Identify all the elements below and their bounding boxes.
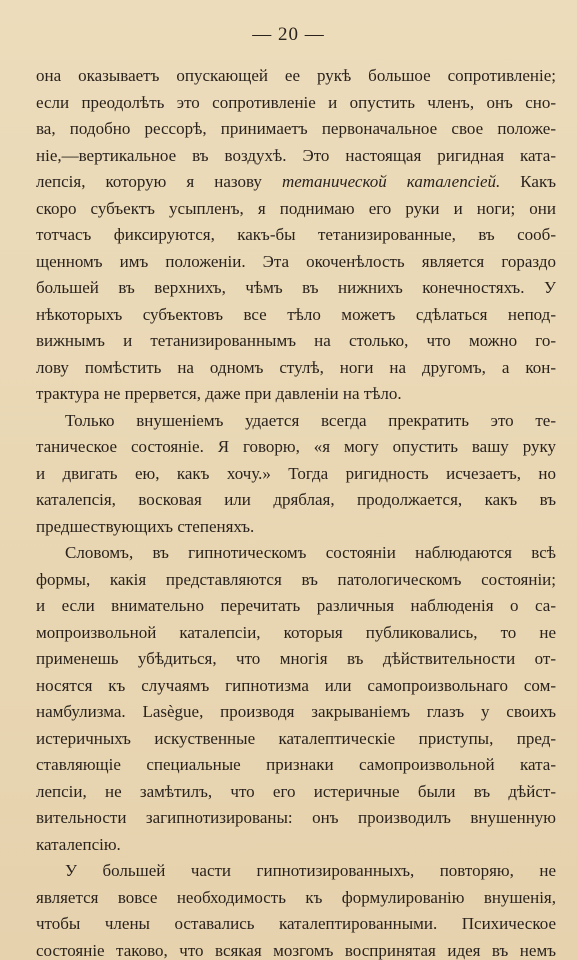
paragraph-first-line: Только внушеніемъ удается всегда прекратить это те- [65, 410, 556, 430]
italic-term: тетанической каталепсіей. [281, 172, 501, 191]
text-segment: лепсія, которую я назову [36, 172, 262, 191]
text-line: скоро субъектъ усыпленъ, я поднимаю его руки и ноги; они [36, 198, 556, 218]
text-line: трактура не прервется, даже при давленіи на тѣло. [36, 384, 402, 403]
text-line: и двигать ею, какъ хочу.» Тогда ригидность исчезаетъ, но [36, 463, 556, 483]
text-line: ніе,—вертикальное въ воздухѣ. Это настоящая ригидная ката- [36, 145, 556, 165]
text-line: намбулизма. Lasègue, производя закрываніемъ глазъ у своихъ [36, 702, 556, 721]
text-line: вительности загипнотизированы: онъ производилъ внушенную [36, 808, 556, 827]
text-line: истеричныхъ искуственные каталептическіе приступы, пред- [36, 728, 556, 748]
text-line: и если внимательно перечитать различныя наблюденія о са- [36, 596, 556, 615]
text-line: большей въ верхнихъ, чѣмъ въ нижнихъ конечностяхъ. У [36, 278, 556, 297]
text-line: носятся къ случаямъ гипнотизма или самопроизвольнаго сом- [36, 675, 556, 695]
text-line: лепсіи, не замѣтилъ, что его истеричные были въ дѣйст- [36, 781, 556, 801]
page-number: — 20 — [252, 24, 325, 45]
body-text [36, 63, 556, 960]
text-line: таническое состояніе. Я говорю, «я могу опустить вашу руку [36, 437, 556, 456]
text-line: является вовсе необходимость къ формулированію внушенія, [36, 887, 556, 907]
text-line: если преодолѣть это сопротивленіе и опустить членъ, онъ сно- [36, 92, 556, 112]
text-line: тотчасъ фиксируются, какъ-бы тетанизированные, въ сооб- [36, 225, 556, 244]
text-line: ставляющіе специальные признаки самопроизвольной ката- [36, 755, 556, 774]
text-line: предшествующихъ степеняхъ. [36, 516, 255, 536]
text-line: ва, подобно рессорѣ, принимаетъ первоначальное свое положе- [36, 119, 556, 138]
text-line: нѣкоторыхъ субъектовъ все тѣло можетъ сдѣлаться непод- [36, 304, 556, 324]
text-line: вижнымъ и тетанизированнымъ на столько, что можно го- [36, 331, 556, 350]
text-line: мопроизвольной каталепсіи, которыя публиковались, то не [36, 622, 556, 642]
text-line-mixed [36, 169, 556, 196]
text-line: состояніе таково, что всякая мозгомъ воспринятая идея въ немъ [36, 940, 556, 960]
text-line: она оказываетъ опускающей ее рукѣ большое сопротивленіе; [36, 66, 556, 85]
text-line: чтобы члены оставались каталептированными. Психическое [36, 914, 556, 933]
paragraph-first-line: Словомъ, въ гипнотическомъ состояніи наблюдаются всѣ [65, 543, 556, 562]
text-line: каталепсія, восковая или дряблая, продолжается, какъ въ [36, 490, 556, 509]
text-segment: Какъ [520, 172, 556, 191]
text-line: лову помѣстить на одномъ стулѣ, ноги на другомъ, а кон- [36, 357, 556, 377]
text-line: применешь убѣдиться, что многія въ дѣйствительности от- [36, 649, 556, 668]
text-line: каталепсію. [36, 834, 121, 854]
paragraph-first-line: У большей части гипнотизированныхъ, повторяю, не [65, 861, 556, 880]
text-line: формы, какія представляются въ патологическомъ состояніи; [36, 569, 556, 589]
text-line: щенномъ имъ положеніи. Эта окоченѣлость является гораздо [36, 251, 556, 271]
